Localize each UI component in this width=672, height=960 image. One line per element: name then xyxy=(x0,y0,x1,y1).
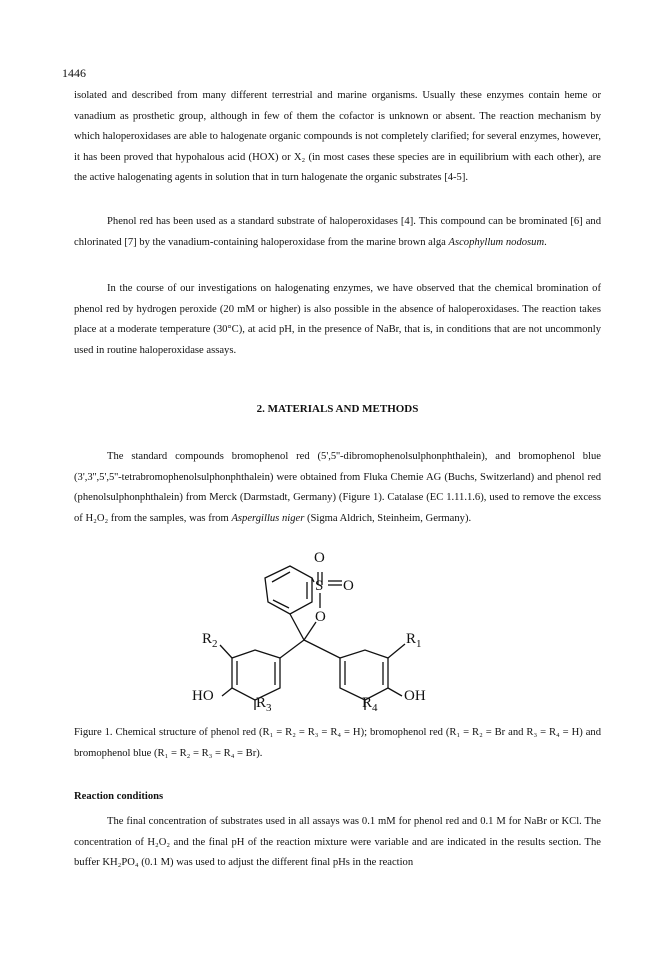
label-r1 xyxy=(406,631,422,650)
paragraph-phenol-red xyxy=(74,212,601,253)
label-r4-letter: R xyxy=(362,695,373,711)
section-heading: 2. MATERIALS AND METHODS xyxy=(256,403,419,415)
label-hydroxyl-left: HO xyxy=(192,688,214,704)
label-r3 xyxy=(256,695,272,714)
label-r1-letter: R xyxy=(406,631,417,647)
species-name: Ascophyllum nodosum xyxy=(448,236,545,248)
label-r3-letter: R xyxy=(256,695,267,711)
label-r4 xyxy=(362,695,378,714)
label-oxygen-double: O xyxy=(343,578,354,594)
paragraph-text-end: (Sigma Aldrich, Steinheim, Germany). xyxy=(304,512,472,524)
label-hydroxyl-right: OH xyxy=(404,688,426,704)
label-oxygen-ring: O xyxy=(315,609,326,625)
paragraph-text-main: The standard compounds bromophenol red (5',5''-dibromophenolsulphonphthalein), and bromophenol blue (3',3'',5',5''-tetrabromophenolsulphonphthalein) were obtained from Fluka Chemie AG (Buchs, Switzerland) and phenol red (phenolsulphonphthalein) from Merck (Darmstadt, Germany) (Figure 1). Catalase (EC 1.11.1.6), used to remove the excess of H₂O₂ from the samples, was from xyxy=(74,451,601,524)
label-sulfur: S xyxy=(315,578,324,594)
label-oxygen-top: O xyxy=(314,550,325,566)
label-r1-subscript: 1 xyxy=(416,638,422,650)
paragraph-text: The final concentration of substrates used in all assays was 0.1 mM for phenol red and 0.1 M for NaBr or KCl. The concentration of H₂O₂ and the final pH of the reaction mixture were variable and are indicated in the results section. The buffer KH₂PO₄ (0.1 M) was used to adjust the different final pHs in the reaction xyxy=(74,816,601,868)
label-r2-letter: R xyxy=(202,631,213,647)
figure-caption: Figure 1. Chemical structure of phenol red (R₁ = R₂ = R₃ = R₄ = H); bromophenol red (R₁ = R₂ = Br and R₃ = R₄ = H) and bromophenol blue (R₁ = R₂ = R₃ = R₄ = Br). xyxy=(74,727,601,759)
paragraph-intro xyxy=(74,86,601,189)
paragraph-text-main: Phenol red has been used as a standard substrate of haloperoxidases [4]. This compound can be brominated [6] and chlorinated [7] by the vanadium-containing haloperoxidase from the marine brown alga xyxy=(74,216,601,248)
subsection-heading: Reaction conditions xyxy=(74,791,164,802)
label-r2 xyxy=(202,631,218,650)
label-r4-subscript: 4 xyxy=(372,702,378,714)
structure-bonds xyxy=(220,566,405,710)
page-number: 1446 xyxy=(62,66,86,80)
label-r2-subscript: 2 xyxy=(212,638,218,650)
paragraph-investigation xyxy=(74,279,601,361)
label-r3-subscript: 3 xyxy=(266,702,272,714)
paragraph-materials xyxy=(74,447,601,529)
paragraph-text-end: . xyxy=(544,236,547,248)
paragraph-reaction-conditions xyxy=(74,812,601,874)
paragraph-text xyxy=(74,212,601,253)
paragraph-text: In the course of our investigations on halogenating enzymes, we have observed that the chemical bromination of phenol red by hydrogen peroxide (20 mM or higher) is also possible in the absence of haloperoxidases. The reaction takes place at a moderate temperature (30°C), at acid pH, in the presence of NaBr, that is, in conditions that are not uncommonly used in routine haloperoxidase assays. xyxy=(74,283,601,356)
paragraph-text: isolated and described from many different terrestrial and marine organisms. Usually these enzymes contain heme or vanadium as prosthetic group, although in few of them the cofactor is unknown or absent. The reaction mechanism by which haloperoxidases are able to halogenate organic compounds is not completely clarified; for several enzymes, however, it has been proved that hypohalous acid (HOX) or X₂ (in most cases these species are in equilibrium with each other), are the active halogenating agents in solution that in turn halogenate the organic substrates [4-5]. xyxy=(74,90,601,183)
chemical-structure-figure xyxy=(192,540,460,714)
paragraph-text xyxy=(74,447,601,529)
species-name: Aspergillus niger xyxy=(231,512,305,524)
